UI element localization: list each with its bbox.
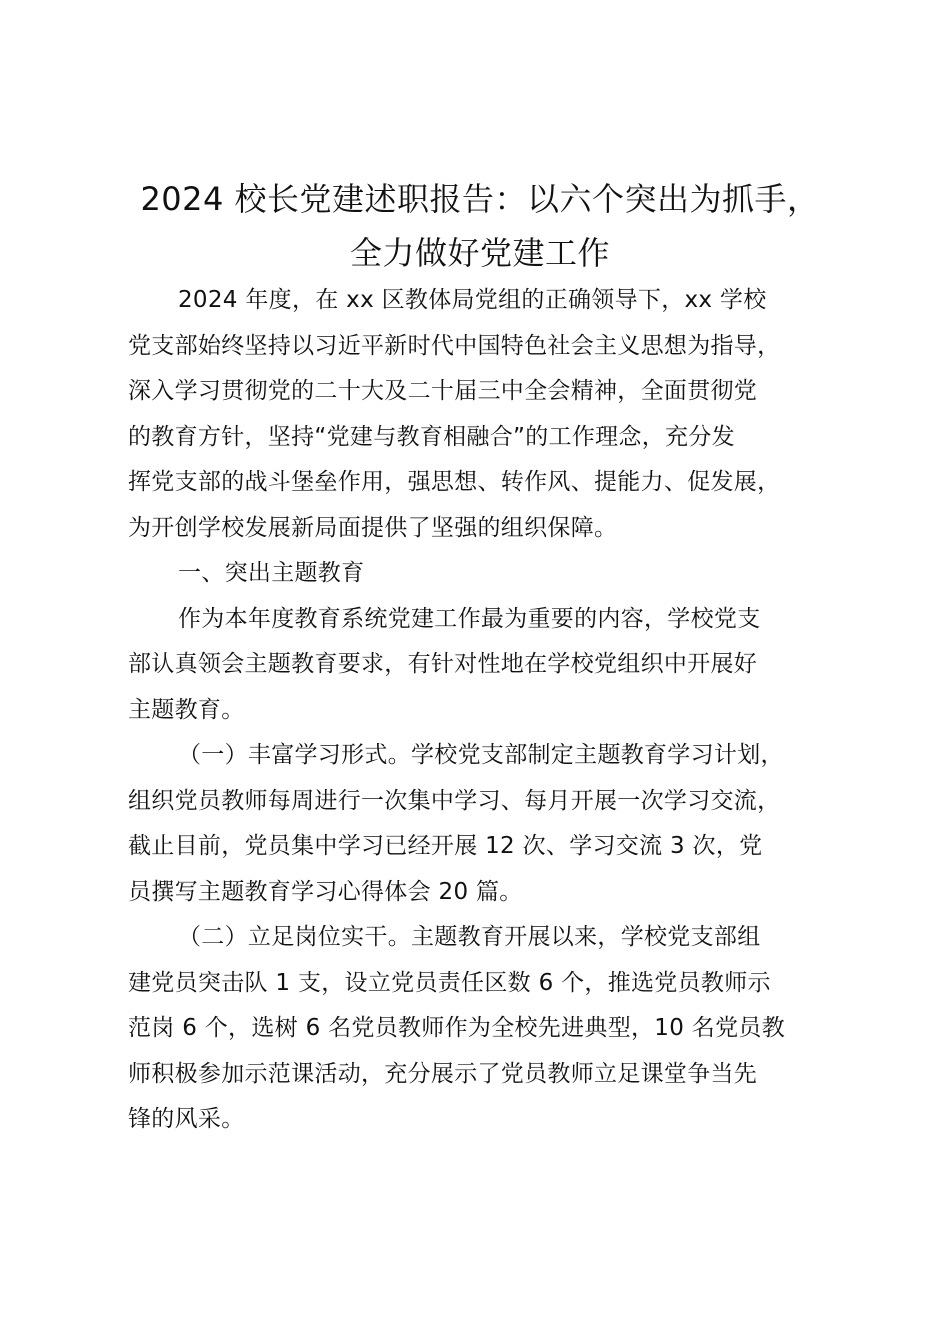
paragraph-line: 建党员突击队 1 支，设立党员责任区数 6 个，推选党员教师示 <box>128 969 771 996</box>
paragraph-line: 截止目前，党员集中学习已经开展 12 次、学习交流 3 次，党 <box>128 833 763 859</box>
paragraph-line: （二）立足岗位实干。主题教育开展以来，学校党支部组 <box>178 924 761 950</box>
paragraph-line: 为开创学校发展新局面提供了坚强的组织保障。 <box>128 514 618 541</box>
paragraph-line: 挥党支部的战斗堡垒作用，强思想、转作风、提能力、促发展， <box>128 469 781 495</box>
title-line: 2024 校长党建述职报告：以六个突出为抓手， <box>140 180 820 218</box>
paragraph-line: 员撰写主题教育学习心得体会 20 篇。 <box>128 878 523 905</box>
paragraph-line: 作为本年度教育系统党建工作最为重要的内容，学校党支 <box>178 605 761 632</box>
paragraph-line: 组织党员教师每周进行一次集中学习、每月开展一次学习交流， <box>128 787 781 814</box>
paragraph-line: 党支部始终坚持以习近平新时代中国特色社会主义思想为指导， <box>128 332 781 359</box>
paragraph-line: 锋的风采。 <box>128 1106 245 1132</box>
paragraph-line: 范岗 6 个，选树 6 名党员教师作为全校先进典型，10 名党员教 <box>128 1015 785 1041</box>
section-heading: 一、突出主题教育 <box>178 560 365 586</box>
document-body <box>128 278 860 1143</box>
paragraph-line: 深入学习贯彻党的二十大及二十届三中全会精神，全面贯彻党 <box>128 378 758 404</box>
paragraph-line: 的教育方针，坚持“党建与教育相融合”的工作理念，充分发 <box>128 423 735 450</box>
title-line: 全力做好党建工作 <box>349 234 610 272</box>
paragraph-line: 主题教育。 <box>128 696 245 723</box>
paragraph-line: （一）丰富学习形式。学校党支部制定主题教育学习计划， <box>178 742 784 768</box>
document-title <box>100 172 860 280</box>
paragraph-line: 部认真领会主题教育要求，有针对性地在学校党组织中开展好 <box>128 651 758 677</box>
paragraph-line: 师积极参加示范课活动，充分展示了党员教师立足课堂争当先 <box>128 1060 758 1087</box>
paragraph-line: 2024 年度，在 xx 区教体局党组的正确领导下，xx 学校 <box>178 287 767 313</box>
